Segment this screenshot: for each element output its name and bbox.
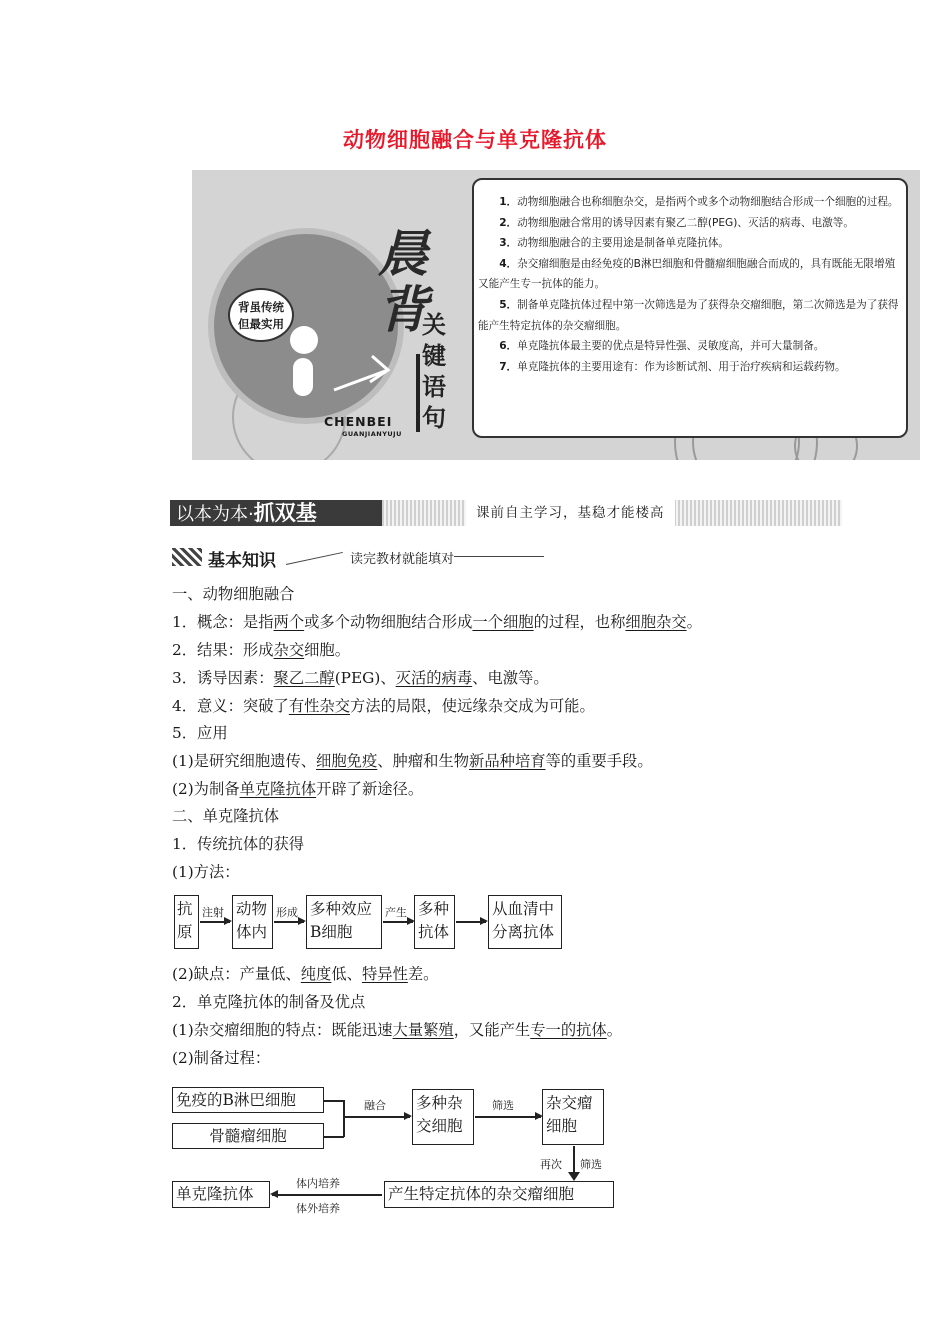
arrow-label: 形成 [276,906,298,919]
slogan-line: 背虽传统 [238,300,284,314]
connector [324,1136,344,1138]
slogan-line: 但最实用 [238,317,284,331]
heading-monoclonal: 二、单克隆抗体 [172,807,280,825]
section-header [170,500,842,526]
flow-arrow [200,921,230,923]
application-line: (2)为制备单克隆抗体开辟了新途径。 [172,780,424,798]
knowledge-subtitle: 读完教材就能填对 [350,552,455,567]
divider [416,354,420,432]
key-sentences-label: 关键语句 [422,311,446,432]
flow-box-hybrid-cells: 多种杂 交细胞 [412,1089,474,1145]
section-subtitle: 课前自主学习，基稳才能楼高 [466,500,675,526]
chen-character: 晨 [378,225,428,283]
arrow-label: 产生 [385,906,407,919]
flow-box-b-cell: 免疫的B淋巴细胞 [172,1087,324,1113]
stripe-icon [172,548,202,566]
hybridoma-feature-line: (1)杂交瘤细胞的特点：既能迅速大量繁殖，又能产生专一的抗体。 [172,1021,623,1039]
flow-box-myeloma: 骨髓瘤细胞 [172,1123,324,1149]
result-line: 2．结果：形成杂交细胞。 [172,641,351,659]
heading-cell-fusion: 一、动物细胞融合 [172,585,295,603]
drawbacks-line: (2)缺点：产量低、纯度低、特异性差。 [172,965,439,983]
key-sentence: 5．制备单克隆抗体过程中第一次筛选是为了获得杂交瘤细胞，第二次筛选是为了获得能产生特定抗体的杂交瘤细胞。 [478,298,899,332]
key-sentence: 7．单克隆抗体的主要用途有：作为诊断试剂、用于治疗疾病和运载药物。 [499,360,846,373]
traditional-heading: 1．传统抗体的获得 [172,835,305,853]
key-sentence: 6．单克隆抗体最主要的优点是特异性强、灵敏度高，并可大量制备。 [499,340,825,353]
application-heading: 5．应用 [172,724,228,742]
arrow-label: 注射 [202,906,224,919]
inducer-line: 3．诱导因素：聚乙二醇(PEG)、灭活的病毒、电激等。 [172,669,549,687]
flow-box-animal: 动物 体内 [232,895,273,949]
process-label: (2)制备过程： [172,1049,271,1067]
preparation-heading: 2．单克隆抗体的制备及优点 [172,993,366,1011]
arrow-label: 筛选 [492,1099,514,1112]
flow-arrow [456,921,486,923]
key-sentences-box [472,178,908,438]
divider [286,552,343,565]
section-title: 以本为本·抓双基 [170,500,382,526]
significance-line: 4．意义：突破了有性杂交方法的局限，使远缘杂交成为可能。 [172,697,595,715]
arrow-label: 体外培养 [296,1202,340,1215]
connector [343,1100,345,1137]
connector [324,1100,344,1102]
page-title: 动物细胞融合与单克隆抗体 [343,128,607,152]
knowledge-label: 基本知识 [208,551,276,571]
key-sentence: 2．动物细胞融合常用的诱导因素有聚乙二醇(PEG)、灭活的病毒、电激等。 [499,216,854,229]
flow-arrow [272,1194,382,1196]
person-icon [290,326,318,354]
bei-character: 背 [378,281,428,339]
person-icon [293,358,313,396]
concept-line: 1．概念：是指两个或多个动物细胞结合形成一个细胞的过程，也称细胞杂交。 [172,613,702,631]
flow-arrow [274,921,304,923]
flow-box-monoclonal-antibody: 单克隆抗体 [172,1181,270,1208]
method-label: (1)方法： [172,863,240,881]
flow-arrow [383,921,413,923]
flow-box-serum: 从血清中 分离抗体 [488,895,562,949]
slogan-bubble [228,288,294,342]
arrow-label: 体内培养 [296,1177,340,1190]
key-sentence: 4．杂交瘤细胞是由经免疫的B淋巴细胞和骨髓瘤细胞融合而成的，具有既能无限增殖又能产生专一抗体的能力。 [478,257,896,291]
arrow-label: 再次 [540,1158,562,1171]
flow-box-specific-hybridoma: 产生特定抗体的杂交瘤细胞 [384,1181,614,1208]
flow-arrow [475,1116,541,1118]
flow-box-antibodies: 多种 抗体 [414,895,455,949]
application-line: (1)是研究细胞遗传、细胞免疫、肿瘤和生物新品种培育等的重要手段。 [172,752,653,770]
flow-arrow [344,1116,410,1118]
chenbei-label: CHENBEI [324,414,393,429]
key-sentence: 3．动物细胞融合的主要用途是制备单克隆抗体。 [499,237,730,250]
divider [454,556,544,557]
key-sentence: 1．动物细胞融合也称细胞杂交，是指两个或多个动物细胞结合形成一个细胞的过程。 [499,196,899,208]
arrow-icon [332,350,394,394]
flow-box-hybridoma: 杂交瘤 细胞 [542,1089,604,1145]
arrow-label: 融合 [364,1099,386,1112]
arrow-label: 筛选 [580,1158,602,1171]
flow-box-antigen: 抗 原 [174,895,199,949]
guanjian-label: GUANJIANYUJU [342,430,402,438]
morning-recitation-banner [192,170,920,460]
flow-box-effector: 多种效应 B细胞 [306,895,382,949]
